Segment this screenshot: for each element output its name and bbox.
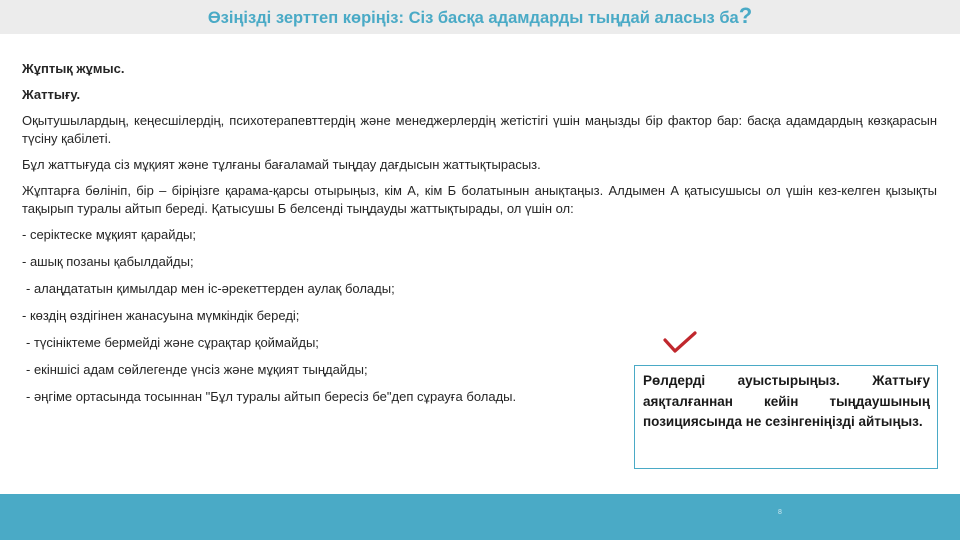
instructions-paragraph: Жұптарға бөлініп, бір – біріңізге қарама-қарсы отырыңыз, кім А, кім Б болатынын анықтаңыз. Алдымен А қатысушысы ол үшін кез-келген қызықты тақырып туралы айтып береді. Қатысушы Б белсенді тыңдауды жаттықтырады, ол үшін ол: bbox=[22, 183, 937, 216]
intro-paragraph: Оқытушылардың, кеңесшілердің, психотерапевттердің және менеджерлердің жетістігі үшін маңызды бір фактор бар: басқа адамдардың көзқарасын түсіну қабілеті. bbox=[22, 113, 937, 146]
skill-paragraph: Бұл жаттығуда сіз мұқият және тұлғаны бағаламай тыңдау дағдысын жаттықтырасыз. bbox=[22, 157, 541, 172]
role-switch-text: Рөлдерді ауыстырыңыз. Жаттығу аяқталғаннан кейін тыңдаушының позициясында не сезінгеніңізді айтыңыз. bbox=[643, 373, 930, 429]
list-item: - түсініктеме бермейді және сұрақтар қоймайды; bbox=[26, 335, 319, 350]
page-title-question-mark: ? bbox=[738, 3, 753, 28]
exercise-content bbox=[22, 60, 937, 415]
checkmark-icon bbox=[662, 330, 698, 356]
role-switch-box bbox=[634, 365, 938, 469]
list-item: - екіншісі адам сөйлегенде үнсіз және мұқият тыңдайды; bbox=[26, 362, 368, 377]
pair-work-heading: Жұптық жұмыс. bbox=[22, 61, 125, 76]
page-title bbox=[0, 5, 960, 29]
list-item: - әңгіме ортасында тосыннан "Бұл туралы айтып бересіз бе"деп сұрауға болады. bbox=[26, 389, 517, 404]
exercise-heading: Жаттығу. bbox=[22, 87, 81, 102]
page-number: 8 bbox=[778, 509, 782, 516]
footer-bar bbox=[0, 494, 960, 540]
page-title-text: Өзіңізді зерттеп көріңіз: Сіз басқа адамдарды тыңдай аласыз ба bbox=[207, 9, 739, 27]
list-item: - алаңдататын қимылдар мен іс-әрекеттерден аулақ болады; bbox=[26, 281, 395, 296]
list-item: - серіктеске мұқият қарайды; bbox=[22, 227, 197, 242]
list-item: - көздің өздігінен жанасуына мүмкіндік береді; bbox=[22, 308, 300, 323]
list-item: - ашық позаны қабылдайды; bbox=[22, 254, 194, 269]
